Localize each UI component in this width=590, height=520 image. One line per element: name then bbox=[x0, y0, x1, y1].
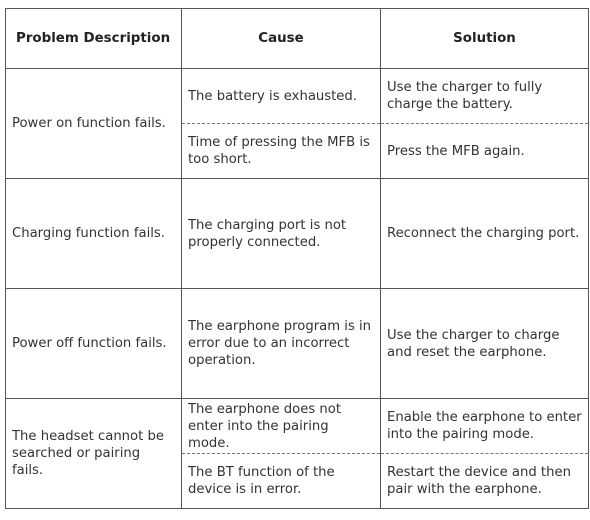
cause-cell: The charging port is not properly connected. bbox=[182, 179, 381, 289]
solution-cell: Reconnect the charging port. bbox=[381, 179, 589, 289]
table-row bbox=[6, 179, 589, 289]
cause-cell: Time of pressing the MFB is too short. bbox=[182, 124, 381, 179]
table-row bbox=[6, 399, 589, 454]
problem-cell: Power on function fails. bbox=[6, 69, 182, 179]
solution-cell: Use the charger to fully charge the battery. bbox=[381, 69, 589, 124]
header-solution: Solution bbox=[381, 9, 589, 69]
header-problem-description: Problem Description bbox=[6, 9, 182, 69]
problem-cell: Power off function fails. bbox=[6, 289, 182, 399]
problem-cell: Charging function fails. bbox=[6, 179, 182, 289]
solution-cell: Enable the earphone to enter into the pairing mode. bbox=[381, 399, 589, 454]
table-row bbox=[6, 69, 589, 124]
header-row bbox=[6, 9, 589, 69]
header-cause: Cause bbox=[182, 9, 381, 69]
cause-cell: The earphone does not enter into the pairing mode. bbox=[182, 399, 381, 454]
solution-cell: Press the MFB again. bbox=[381, 124, 589, 179]
cause-cell: The battery is exhausted. bbox=[182, 69, 381, 124]
troubleshooting-table-container bbox=[5, 8, 588, 509]
solution-cell: Restart the device and then pair with the earphone. bbox=[381, 454, 589, 509]
cause-cell: The earphone program is in error due to an incorrect operation. bbox=[182, 289, 381, 399]
table-row bbox=[6, 289, 589, 399]
troubleshooting-table bbox=[5, 8, 589, 509]
cause-cell: The BT function of the device is in error. bbox=[182, 454, 381, 509]
solution-cell: Use the charger to charge and reset the earphone. bbox=[381, 289, 589, 399]
problem-cell: The headset cannot be searched or pairing fails. bbox=[6, 399, 182, 509]
